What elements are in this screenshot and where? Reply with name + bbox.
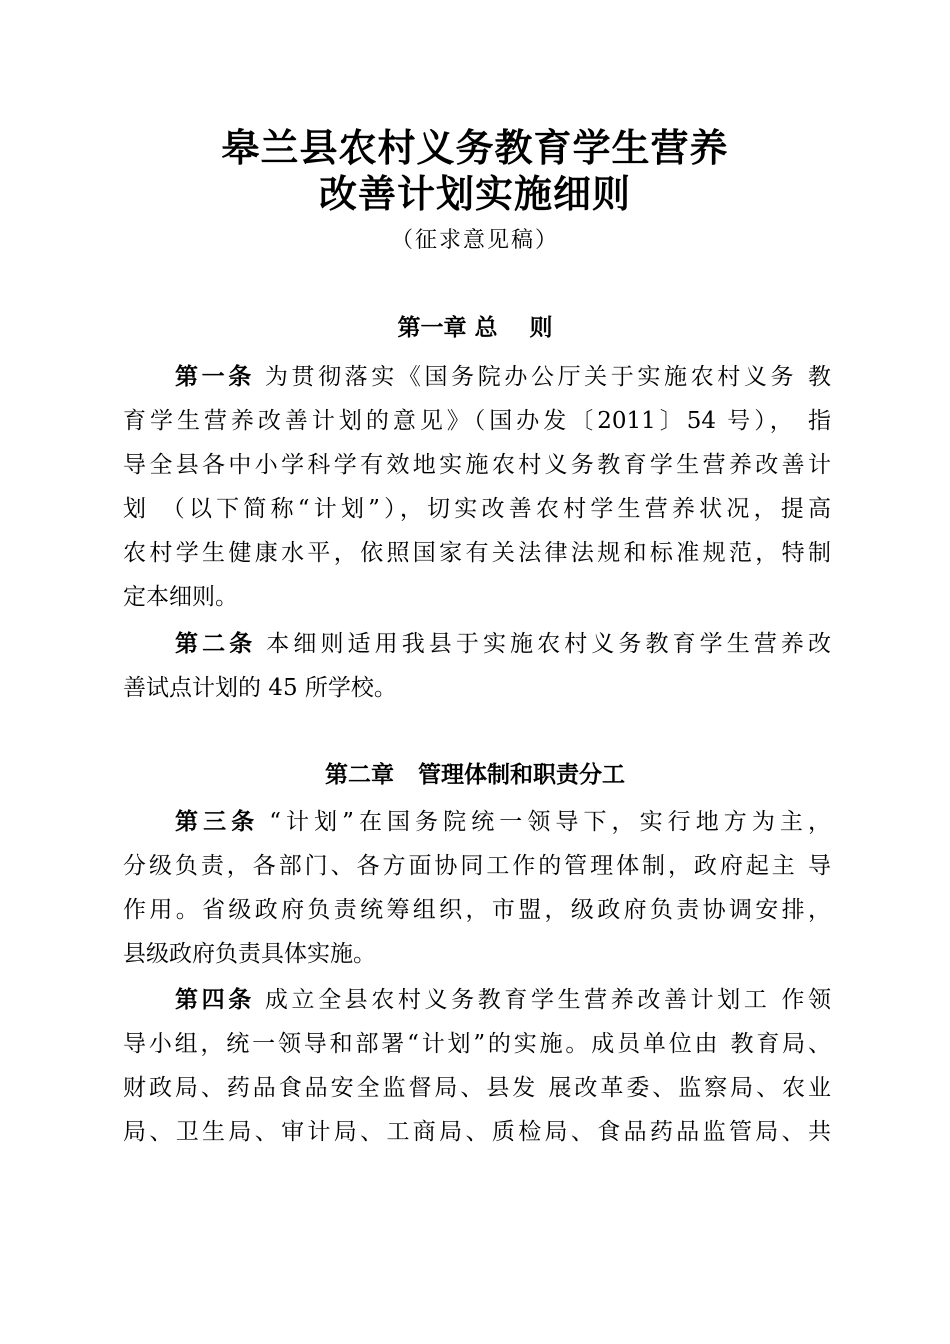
article4-text1: 成立全县农村义务教育学生营养改善计划工 作领: [264, 987, 831, 1013]
article4-paragraph: [123, 978, 831, 1154]
article1-line1: [123, 355, 831, 399]
article4-line4: 局、卫生局、审计局、工商局、质检局、食品药品监管局、共: [123, 1119, 831, 1145]
article3-line2: 分级负责，各部门、各方面协同工作的管理体制，政府起主 导: [123, 853, 831, 879]
article2-text1: 本细则适用我县于实施农村义务教育学生营养改: [266, 631, 831, 657]
article1-text1: 为贯彻落实《国务院办公厅关于实施农村义务 教: [264, 364, 831, 390]
article4-line2: 导小组，统一领导和部署“计划”的实施。成员单位由 教育局、: [123, 1031, 831, 1057]
document-title-line2: 改善计划实施细则: [318, 172, 631, 216]
article3-text1: “计划”在国务院统一领导下，实行地方为主，: [269, 809, 831, 835]
chapter2-heading: 第二章 管理体制和职责分工: [324, 762, 626, 788]
article4-line3: 财政局、药品食品安全监督局、县发 展改革委、监察局、农业: [123, 1075, 831, 1101]
article1-line6: 定本细则。: [123, 584, 238, 610]
article3-line4: 县级政府负责具体实施。: [123, 941, 376, 967]
article2-label: 第二条: [175, 631, 257, 657]
article1-label: 第一条: [175, 364, 255, 390]
article2-paragraph: [123, 622, 831, 710]
article3-paragraph: [123, 800, 831, 976]
article1-line3: 导全县各中小学科学有效地实施农村义务教育学生营养改善计: [123, 452, 831, 478]
article3-line3: 作用。省级政府负责统筹组织，市盟，级政府负责协调安排，: [123, 897, 831, 923]
article3-label: 第三条: [175, 809, 260, 835]
article4-line1: [123, 978, 831, 1022]
article1-paragraph: [123, 355, 831, 619]
article1-line2: 育学生营养改善计划的意见》（国办发〔2011〕54 号）， 指: [123, 408, 831, 434]
chapter1-heading: 第一章 总 则: [397, 315, 553, 341]
article1-line4: 划 （以下简称“计划”），切实改善农村学生营养状况，提高: [123, 496, 831, 522]
article4-label: 第四条: [175, 987, 255, 1013]
article1-line5: 农村学生健康水平，依照国家有关法律法规和标准规范，特制: [123, 540, 831, 566]
document-title-line1: 皋兰县农村义务教育学生营养: [221, 126, 729, 170]
article2-line1: [123, 622, 831, 666]
article2-line2: 善试点计划的 45 所学校。: [123, 675, 397, 701]
document-subtitle: （征求意见稿）: [390, 228, 559, 253]
article3-line1: [123, 800, 831, 844]
